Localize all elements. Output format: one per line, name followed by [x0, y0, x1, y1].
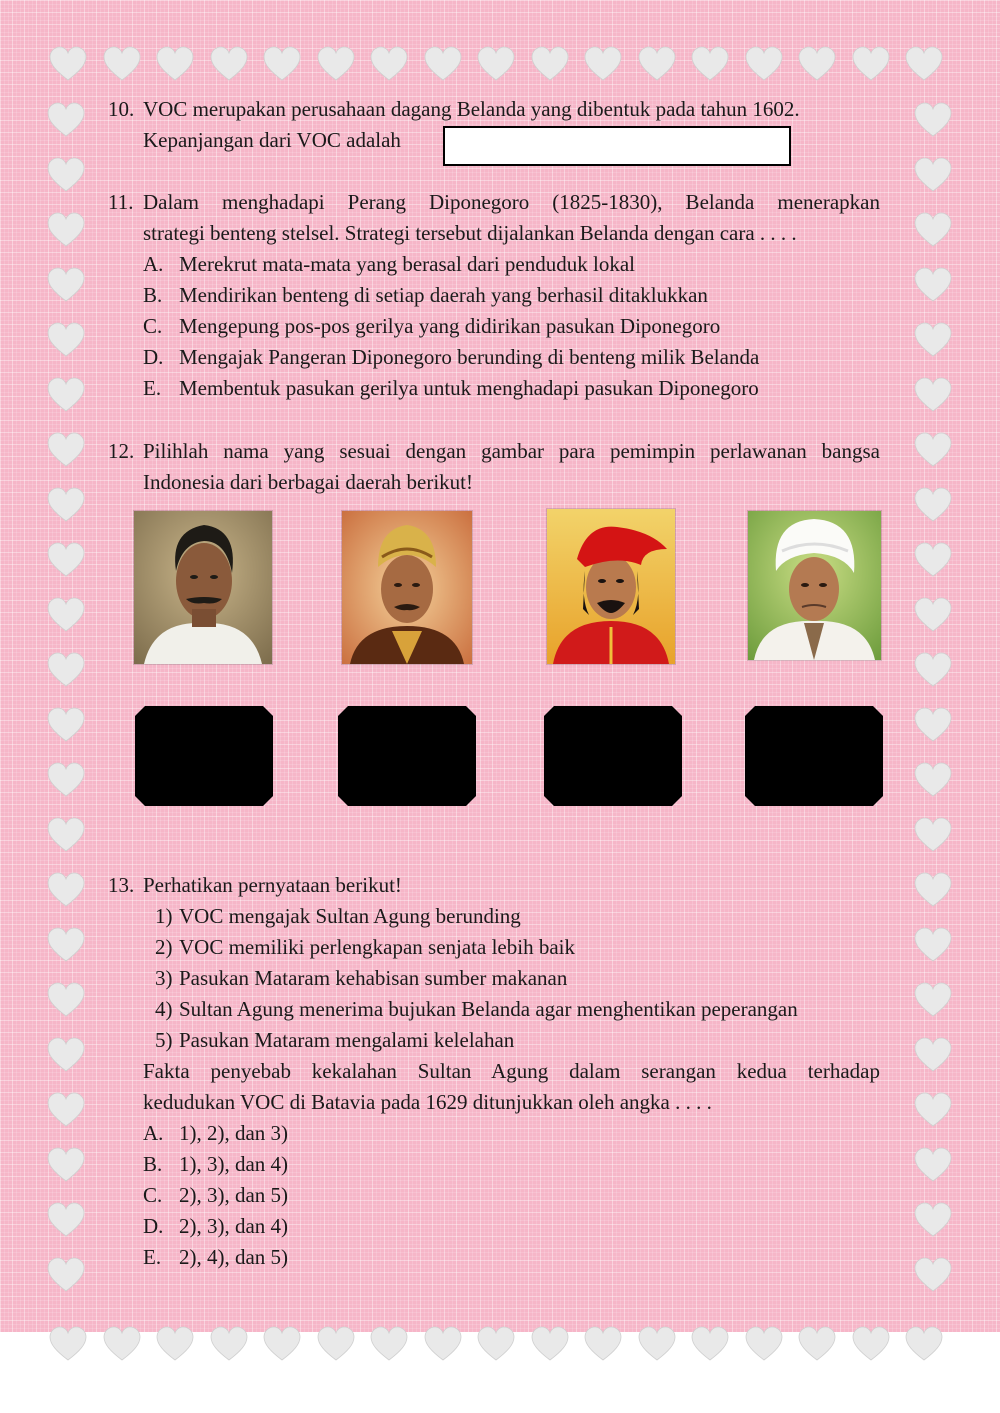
portrait-2: [342, 511, 472, 664]
heart-icon: [46, 1257, 86, 1293]
heart-icon: [369, 46, 409, 82]
statement-4: 4) Sultan Agung menerima bujukan Belanda agar menghentikan peperangan: [155, 997, 798, 1021]
heart-icon: [46, 652, 86, 688]
heart-icon: [316, 1326, 356, 1362]
heart-icon: [423, 1326, 463, 1362]
heart-icon: [46, 1092, 86, 1128]
heart-icon: [48, 1326, 88, 1362]
heart-icon: [476, 46, 516, 82]
heart-icon: [913, 872, 953, 908]
name-drop-box-1[interactable]: [135, 706, 273, 806]
option-c[interactable]: C. 2), 3), dan 5): [143, 1183, 289, 1207]
option-d[interactable]: D. Mengajak Pangeran Diponegoro berunding di benteng milik Belanda: [143, 345, 760, 369]
heart-icon: [423, 46, 463, 82]
heart-icon: [46, 102, 86, 138]
heart-icon: [316, 46, 356, 82]
heart-icon: [913, 707, 953, 743]
heart-icon: [913, 762, 953, 798]
heart-icon: [46, 487, 86, 523]
heart-icon: [46, 432, 86, 468]
option-d[interactable]: D. 2), 3), dan 4): [143, 1214, 289, 1238]
heart-icon: [262, 1326, 302, 1362]
heart-icon: [530, 46, 570, 82]
heart-icon: [46, 157, 86, 193]
heart-icon: [913, 157, 953, 193]
heart-icon: [530, 1326, 570, 1362]
question-text: Dalam menghadapi Perang Diponegoro (1825-1830), Belanda menerapkan: [143, 190, 880, 214]
name-drop-box-4[interactable]: [745, 706, 883, 806]
heart-icon: [913, 1147, 953, 1183]
heart-icon: [913, 1257, 953, 1293]
heart-icon: [46, 927, 86, 963]
question-text: Pilihlah nama yang sesuai dengan gambar para pemimpin perlawanan bangsa: [143, 439, 880, 463]
heart-icon: [46, 377, 86, 413]
heart-icon: [913, 1092, 953, 1128]
heart-icon: [690, 1326, 730, 1362]
question-number: 10.: [108, 97, 135, 121]
question-number: 13.: [108, 873, 135, 897]
question-text: Fakta penyebab kekalahan Sultan Agung dalam serangan kedua terhadap: [143, 1059, 880, 1083]
option-b[interactable]: B. Mendirikan benteng di setiap daerah yang berhasil ditaklukkan: [143, 283, 708, 307]
heart-icon: [209, 46, 249, 82]
question-text: Kepanjangan dari VOC adalah: [143, 128, 401, 152]
heart-icon: [46, 982, 86, 1018]
name-drop-box-2[interactable]: [338, 706, 476, 806]
heart-icon: [369, 1326, 409, 1362]
heart-icon: [913, 927, 953, 963]
heart-icon: [46, 267, 86, 303]
option-a[interactable]: A. 1), 2), dan 3): [143, 1121, 289, 1145]
portrait-3: [547, 509, 675, 664]
voc-answer-input[interactable]: [443, 126, 791, 166]
question-text: Perhatikan pernyataan berikut!: [143, 873, 402, 897]
question-12: [108, 436, 880, 498]
heart-icon: [913, 212, 953, 248]
question-13: [108, 870, 880, 1273]
question-text: Indonesia dari berbagai daerah berikut!: [143, 470, 474, 494]
heart-icon: [46, 1147, 86, 1183]
heart-icon: [155, 46, 195, 82]
heart-icon: [913, 1202, 953, 1238]
option-a[interactable]: A. Merekrut mata-mata yang berasal dari penduduk lokal: [143, 252, 635, 276]
heart-icon: [913, 432, 953, 468]
heart-icon: [46, 212, 86, 248]
heart-icon: [102, 1326, 142, 1362]
statement-3: 3) Pasukan Mataram kehabisan sumber makanan: [155, 966, 568, 990]
heart-icon: [102, 46, 142, 82]
name-drop-box-3[interactable]: [544, 706, 682, 806]
heart-icon: [476, 1326, 516, 1362]
heart-icon: [46, 872, 86, 908]
question-11: [108, 187, 880, 404]
heart-icon: [46, 1037, 86, 1073]
question-text: strategi benteng stelsel. Strategi tersebut dijalankan Belanda dengan cara . . . .: [143, 221, 797, 245]
heart-icon: [913, 487, 953, 523]
heart-icon: [209, 1326, 249, 1362]
portrait-1: [134, 511, 272, 664]
option-c[interactable]: C. Mengepung pos-pos gerilya yang didirikan pasukan Diponegoro: [143, 314, 721, 338]
heart-icon: [913, 982, 953, 1018]
heart-icon: [797, 46, 837, 82]
statement-5: 5) Pasukan Mataram mengalami kelelahan: [155, 1028, 515, 1052]
heart-icon: [797, 1326, 837, 1362]
statement-2: 2) VOC memiliki perlengkapan senjata lebih baik: [155, 935, 575, 959]
question-number: 12.: [108, 439, 135, 463]
heart-icon: [904, 1326, 944, 1362]
heart-icon: [46, 597, 86, 633]
heart-icon: [46, 322, 86, 358]
heart-icon: [155, 1326, 195, 1362]
heart-icon: [637, 1326, 677, 1362]
heart-icon: [46, 542, 86, 578]
question-number: 11.: [108, 190, 134, 214]
heart-icon: [913, 322, 953, 358]
option-e[interactable]: E. 2), 4), dan 5): [143, 1245, 289, 1269]
heart-icon: [904, 46, 944, 82]
question-text: kedudukan VOC di Batavia pada 1629 ditunjukkan oleh angka . . . .: [143, 1090, 712, 1114]
heart-icon: [690, 46, 730, 82]
option-b[interactable]: B. 1), 3), dan 4): [143, 1152, 289, 1176]
heart-icon: [744, 46, 784, 82]
question-text: VOC merupakan perusahaan dagang Belanda yang dibentuk pada tahun 1602.: [143, 97, 800, 121]
heart-icon: [744, 1326, 784, 1362]
heart-icon: [851, 1326, 891, 1362]
heart-icon: [913, 267, 953, 303]
heart-icon: [48, 46, 88, 82]
heart-icon: [913, 542, 953, 578]
heart-icon: [583, 46, 623, 82]
heart-icon: [46, 1202, 86, 1238]
statement-1: 1) VOC mengajak Sultan Agung berunding: [155, 904, 521, 928]
heart-icon: [46, 707, 86, 743]
portrait-4: [748, 511, 881, 660]
heart-icon: [913, 817, 953, 853]
heart-icon: [913, 102, 953, 138]
heart-icon: [851, 46, 891, 82]
heart-icon: [637, 46, 677, 82]
heart-icon: [46, 762, 86, 798]
heart-icon: [583, 1326, 623, 1362]
heart-icon: [913, 377, 953, 413]
heart-icon: [913, 597, 953, 633]
heart-icon: [913, 652, 953, 688]
heart-icon: [262, 46, 302, 82]
heart-icon: [46, 817, 86, 853]
option-e[interactable]: E. Membentuk pasukan gerilya untuk menghadapi pasukan Diponegoro: [143, 376, 759, 400]
heart-icon: [913, 1037, 953, 1073]
